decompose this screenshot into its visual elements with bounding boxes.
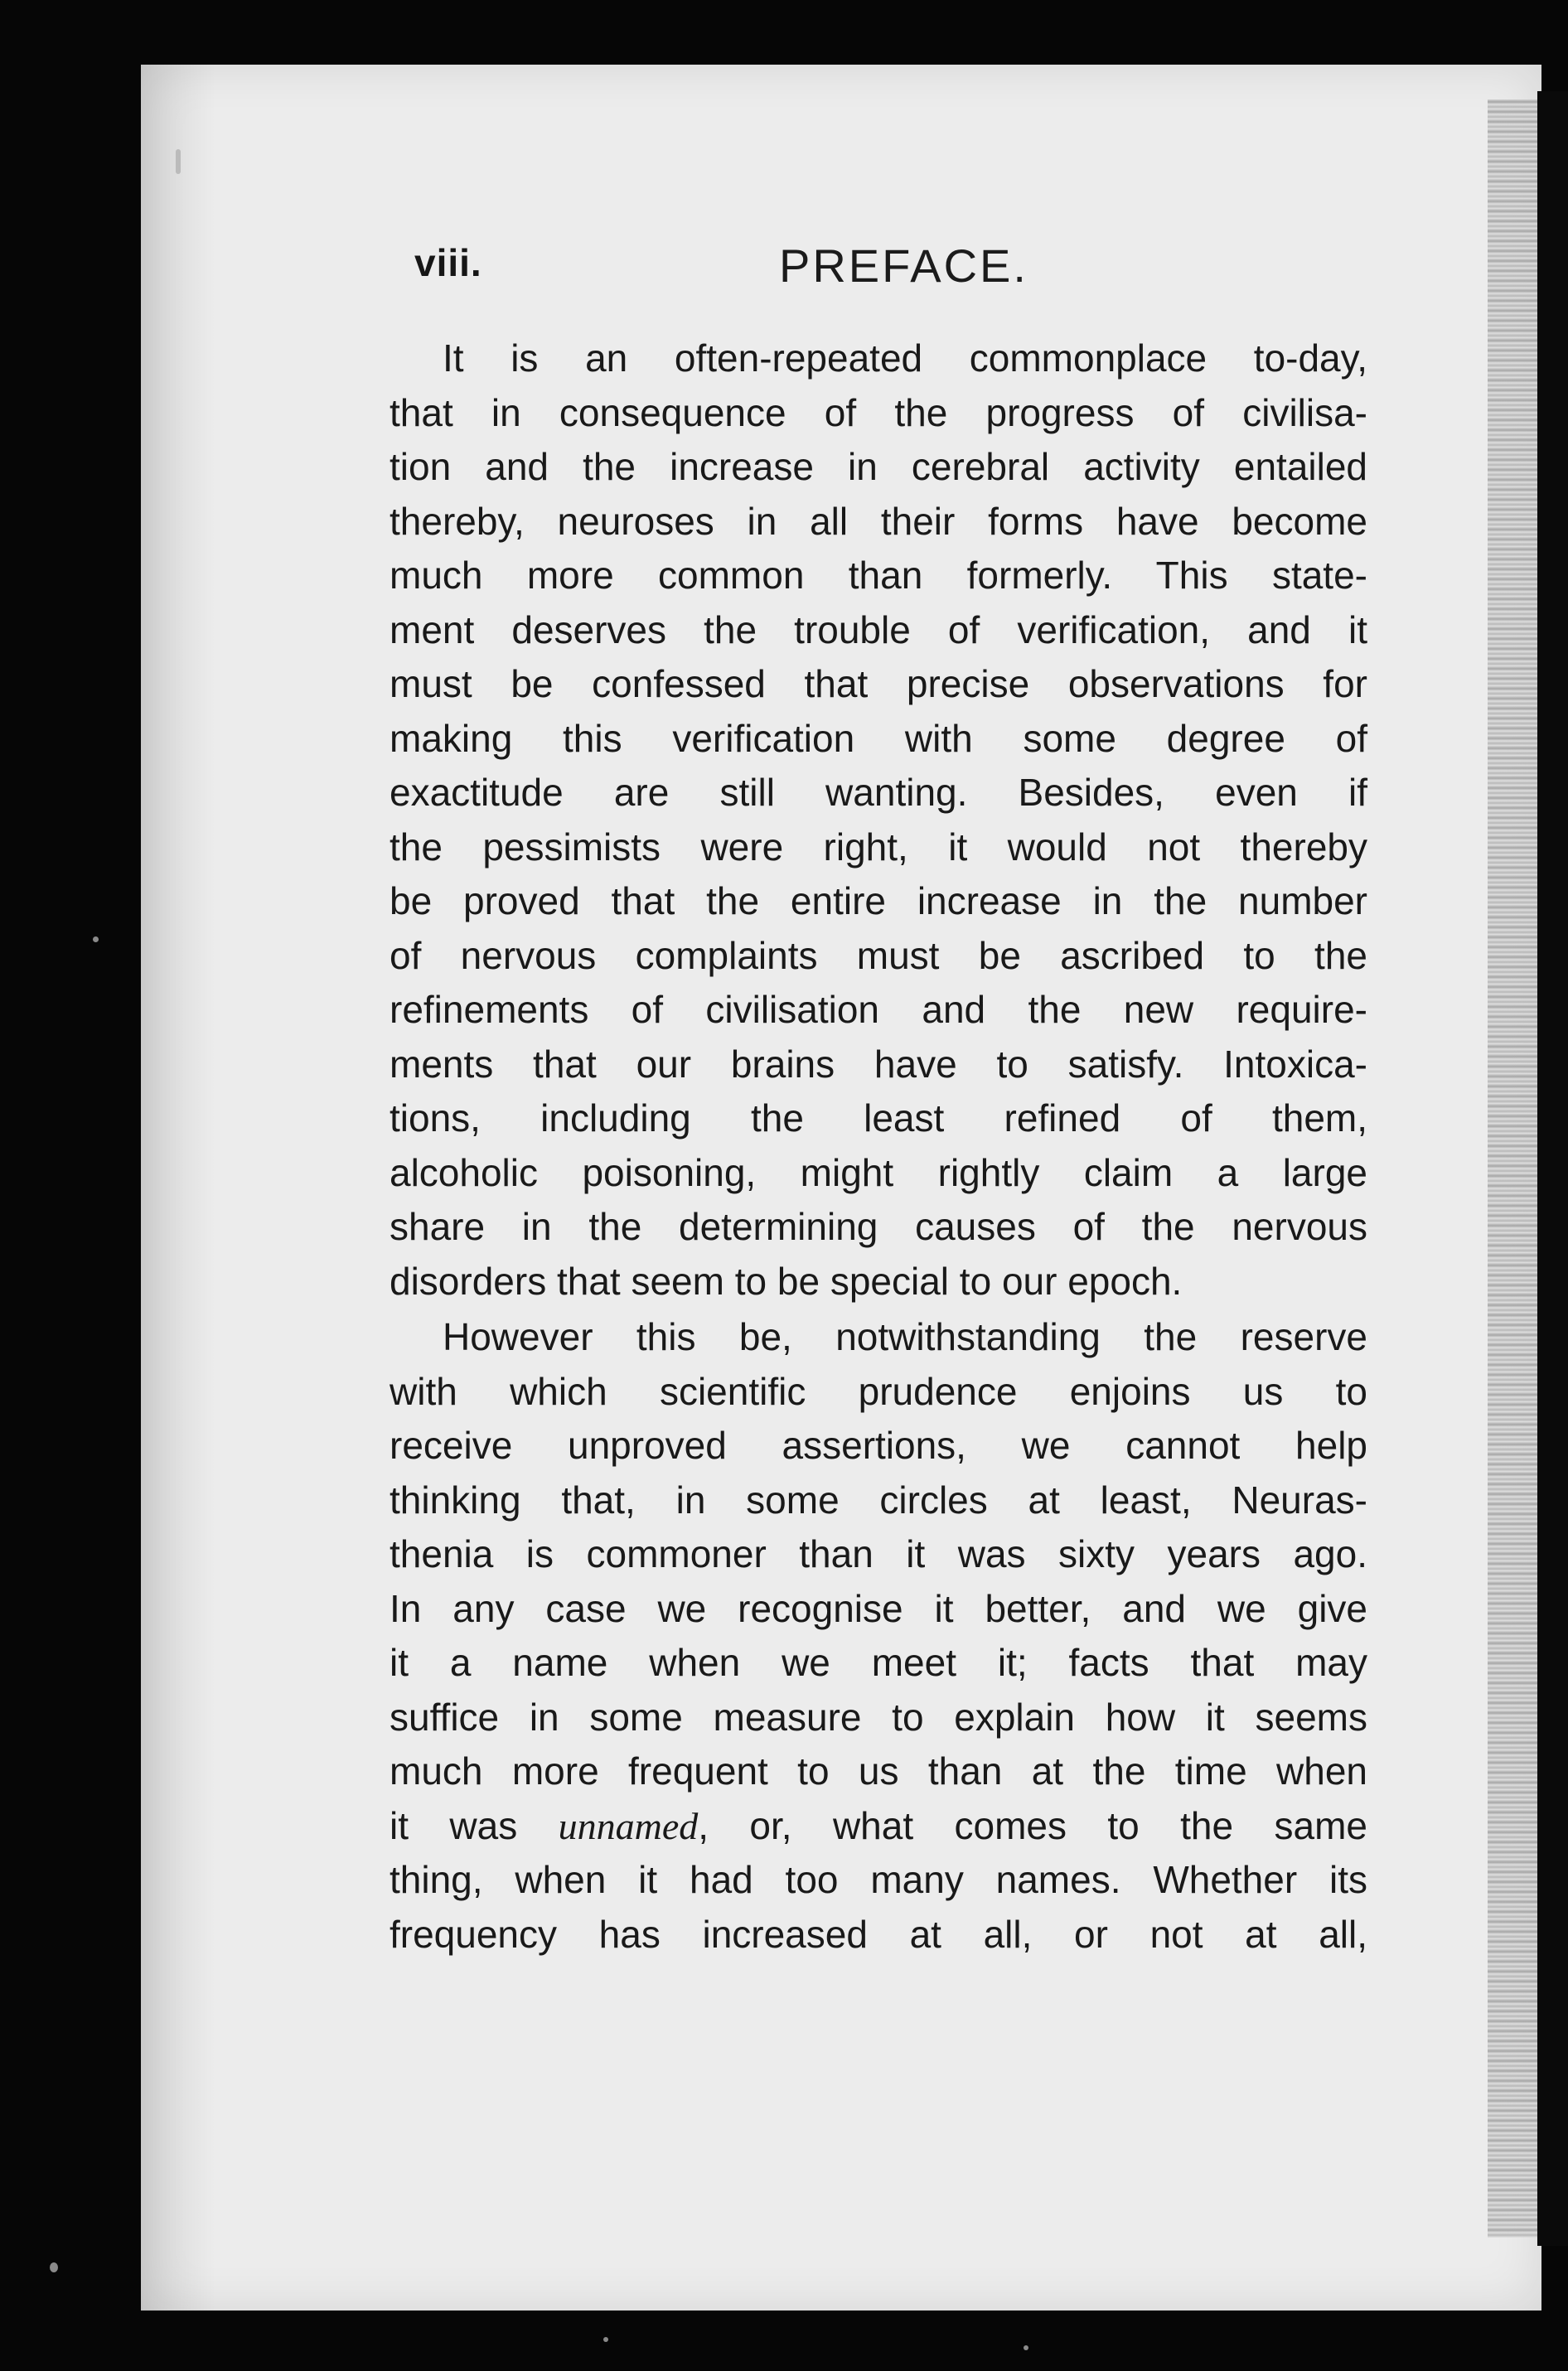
text-line: share in the determining causes of the nervous: [390, 1205, 1367, 1248]
text-line: exactitude are still wanting. Besides, even if: [390, 771, 1367, 814]
scan-artifact: [1024, 2345, 1028, 2350]
text-line: thenia is commoner than it was sixty years ago.: [390, 1532, 1367, 1575]
paragraph-2: [390, 1310, 1367, 1962]
text-line: much more common than formerly. This state-: [390, 554, 1367, 597]
emphasis: unnamed: [558, 1804, 699, 1847]
scan-artifact: [50, 2262, 58, 2272]
text-line: receive unproved assertions, we cannot help: [390, 1424, 1367, 1467]
text-line: much more frequent to us than at the time when: [390, 1749, 1367, 1793]
text-line: refinements of civilisation and the new require-: [390, 988, 1367, 1031]
text-line: ments that our brains have to satisfy. Intoxica-: [390, 1042, 1367, 1086]
text-line: alcoholic poisoning, might rightly claim a large: [390, 1150, 1367, 1194]
text-line: However this be, notwithstanding the reserve: [443, 1315, 1367, 1358]
text-line: frequency has increased at all, or not at all,: [390, 1912, 1367, 1956]
text-line: it a name when we meet it; facts that may: [390, 1641, 1367, 1684]
text-line: tions, including the least refined of them,: [390, 1096, 1367, 1140]
text-line: that in consequence of the progress of civilisa-: [390, 390, 1367, 434]
scan-artifact: [603, 2337, 608, 2342]
text-line: it was unnamed, or, what comes to the same: [390, 1803, 1367, 1847]
paragraph-1: [390, 331, 1367, 1309]
text-line: making this verification with some degree of: [390, 716, 1367, 760]
scan-artifact: [176, 149, 181, 174]
text-line: disorders that seem to be special to our epoch.: [390, 1259, 1183, 1303]
text-line: It is an often-repeated commonplace to-day,: [443, 336, 1367, 380]
text-line: tion and the increase in cerebral activity entailed: [390, 445, 1367, 488]
body-text: [390, 331, 1367, 1962]
gutter-shadow: [141, 65, 215, 2311]
text-line: with which scientific prudence enjoins us to: [390, 1369, 1367, 1413]
text-line: suffice in some measure to explain how it seems: [390, 1695, 1367, 1739]
text-line: must be confessed that precise observations for: [390, 662, 1367, 705]
text-line: of nervous complaints must be ascribed to the: [390, 933, 1367, 977]
text-line: the pessimists were right, it would not thereby: [390, 825, 1367, 869]
running-title: PREFACE.: [779, 240, 1028, 292]
text-line: be proved that the entire increase in the number: [390, 879, 1367, 922]
scan-artifact: [93, 936, 99, 942]
text-line: thing, when it had too many names. Whether its: [390, 1858, 1367, 1901]
scan-border-right: [1537, 91, 1568, 2246]
text-line: In any case we recognise it better, and we give: [390, 1586, 1367, 1630]
text-line: ment deserves the trouble of verification, and it: [390, 607, 1367, 651]
text-line: thereby, neuroses in all their forms have become: [390, 499, 1367, 543]
page-number: viii.: [414, 241, 482, 284]
page-header: [414, 240, 1392, 315]
text-line: thinking that, in some circles at least, Neuras-: [390, 1478, 1367, 1522]
